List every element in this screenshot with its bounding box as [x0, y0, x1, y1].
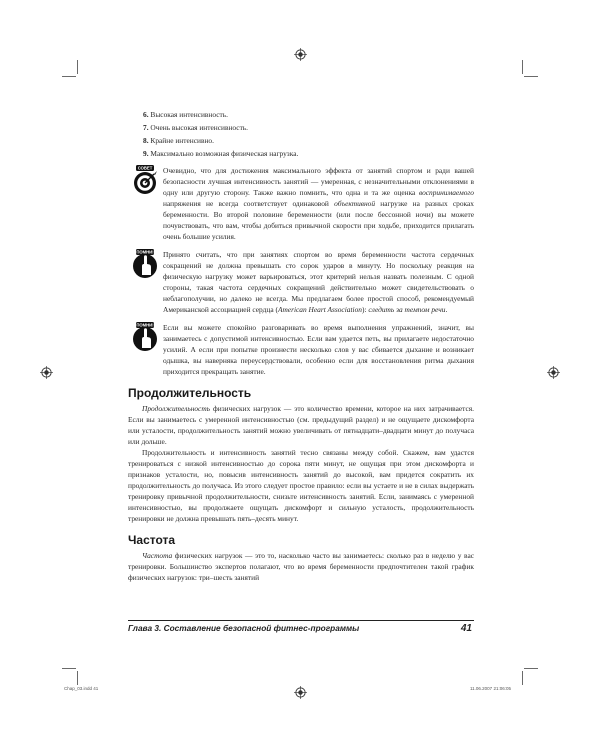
list-item-text: Высокая интенсивность. — [150, 110, 228, 119]
crop-mark — [522, 671, 523, 685]
section-heading-duration: Продолжительность — [128, 386, 252, 400]
reminder-block — [128, 249, 474, 315]
list-item-number: 9. — [143, 149, 149, 158]
emphasis-text: Частота — [142, 551, 173, 560]
crop-mark — [62, 76, 76, 77]
tip-badge-label: СОВЕТ — [137, 165, 153, 171]
chapter-title: Глава 3. Составление безопасной фитнес-программы — [128, 623, 360, 633]
registration-mark-icon — [547, 366, 560, 379]
page-content — [128, 108, 474, 583]
emphasis-text: American Heart Association — [277, 305, 362, 314]
crop-mark — [77, 671, 78, 685]
list-item-text: Крайне интенсивно. — [150, 136, 214, 145]
crop-mark — [524, 668, 538, 669]
tip-text — [163, 165, 474, 242]
pointing-hand-icon — [132, 249, 158, 279]
paragraph — [128, 403, 474, 447]
intensity-list — [128, 108, 474, 160]
paragraph — [128, 447, 474, 524]
text-run: Продолжительность и интенсивность занятий тесно связаны между собой. Скажем, вам удастся тренироваться с низкой интенсивностью до сорока пяти минут, не ощущая при этом дискомфорта и признаков усталости, но, повысив интенсивность занятий до высокой, вам придется сократить их продолжительность до получаса. Из этого следует простое правило: если вы устаете и не в силах выдержать тренировку привычной продолжительности, снизьте интенсивность занятий. Если, занимаясь с умеренной интенсивностью, вы продолжаете ощущать дискомфорт и сильную усталость, продолжительность тренировки не должна превышать пять–десять минут. — [128, 448, 474, 523]
list-item-text: Очень высокая интенсивность. — [150, 123, 249, 132]
slug-file-name: Chap_03.indd 41 — [64, 686, 99, 691]
text-run: Если вы можете спокойно разговаривать во время выполнения упражнений, значит, вы занимаетесь с допустимой интенсивностью. Если вам удается петь, вы прилагаете недостаточно усилий. А если при попытке произнести несколько слов у вас сбивается дыхание и возникает одышка, вы наверняка переусердствовали, особенно если для восстановления ритма дыхания приходится прекращать занятие. — [163, 323, 474, 376]
page-footer — [128, 620, 474, 633]
registration-mark-icon — [294, 48, 307, 61]
section-body-frequency — [128, 550, 474, 583]
list-item — [143, 108, 474, 121]
list-item-number: 6. — [143, 110, 149, 119]
list-item-number: 7. — [143, 123, 149, 132]
list-item-text: Максимально возможная физическая нагрузка. — [150, 149, 299, 158]
registration-mark-icon — [294, 686, 307, 699]
list-item — [143, 147, 474, 160]
tip-block — [128, 165, 474, 242]
text-run: ): — [361, 305, 369, 314]
emphasis-text: следить за темпом речи — [368, 305, 446, 314]
emphasis-text: объективной — [334, 199, 376, 208]
text-run: Принято считать, что при занятиях спортом во время беременности частота сердечных сокращений не должна превышать сто сорок ударов в минуту. Но поскольку реакция на физическую нагрузку может варьироваться, этот критерий нельзя назвать полезным. С одной стороны, такая частота сердечных сокращений действительно может свидетельствовать о неблагополучии, но далеко не всегда. Мы предлагаем более простой способ, рекомендуемый Американской ассоциацией сердца ( — [163, 250, 474, 314]
text-run: Очевидно, что для достижения максимального эффекта от занятий спортом и ради вашей безопасности лучшая интенсивность занятий — умеренная, с незначительными отклонениями в одну или другую сторону. Также важно помнить, что одна и та же оценка — [163, 166, 474, 197]
crop-mark — [77, 60, 78, 74]
reminder-text — [163, 322, 474, 377]
section-body-duration — [128, 403, 474, 524]
text-run: физических нагрузок — это количество времени, которое на них затрачивается. Если вы занимаетесь с умеренной интенсивностью (см. предыдущий раздел) и не ощущаете дискомфорта или усталости, продолжительность занятий можно увеличивать от пятнадцати–двадцати минут до получаса или дольше. — [128, 404, 474, 446]
crop-mark — [524, 76, 538, 77]
pointing-hand-icon — [132, 322, 158, 352]
paragraph — [128, 550, 474, 583]
target-icon — [132, 165, 158, 195]
slug-timestamp: 11.06.2007 21:06:05 — [470, 686, 511, 691]
list-item-number: 8. — [143, 136, 149, 145]
text-run: . — [445, 305, 448, 314]
reminder-text — [163, 249, 474, 315]
crop-mark — [522, 60, 523, 74]
emphasis-text: воспринимаемого — [418, 188, 474, 197]
text-run: напряжения не всегда соответствует одинаковой — [163, 199, 335, 208]
section-heading-frequency: Частота — [128, 533, 176, 547]
crop-mark — [62, 668, 76, 669]
text-run: нагрузке на разных сроках беременности. Во второй половине беременности (или после бессонной ночи) вы можете почувствовать, что вам, чтобы добиться привычной скорости при ходьбе, приходится прилагать очень большие усилия. — [163, 199, 474, 241]
reminder-badge-label: ПОМНИ! — [136, 249, 154, 255]
text-run: физических нагрузок — это то, насколько часто вы занимаетесь: сколько раз в неделю у вас тренировки. Большинство экспертов полагают, что во время беременности предпочтителен такой график физических нагрузок: три–шесть занятий — [128, 551, 474, 582]
reminder-block — [128, 322, 474, 377]
emphasis-text: Продолжительность — [142, 404, 211, 413]
registration-mark-icon — [40, 366, 53, 379]
reminder-badge-label: ПОМНИ! — [136, 322, 154, 328]
list-item — [143, 134, 474, 147]
page-number: 41 — [460, 623, 472, 634]
list-item — [143, 121, 474, 134]
